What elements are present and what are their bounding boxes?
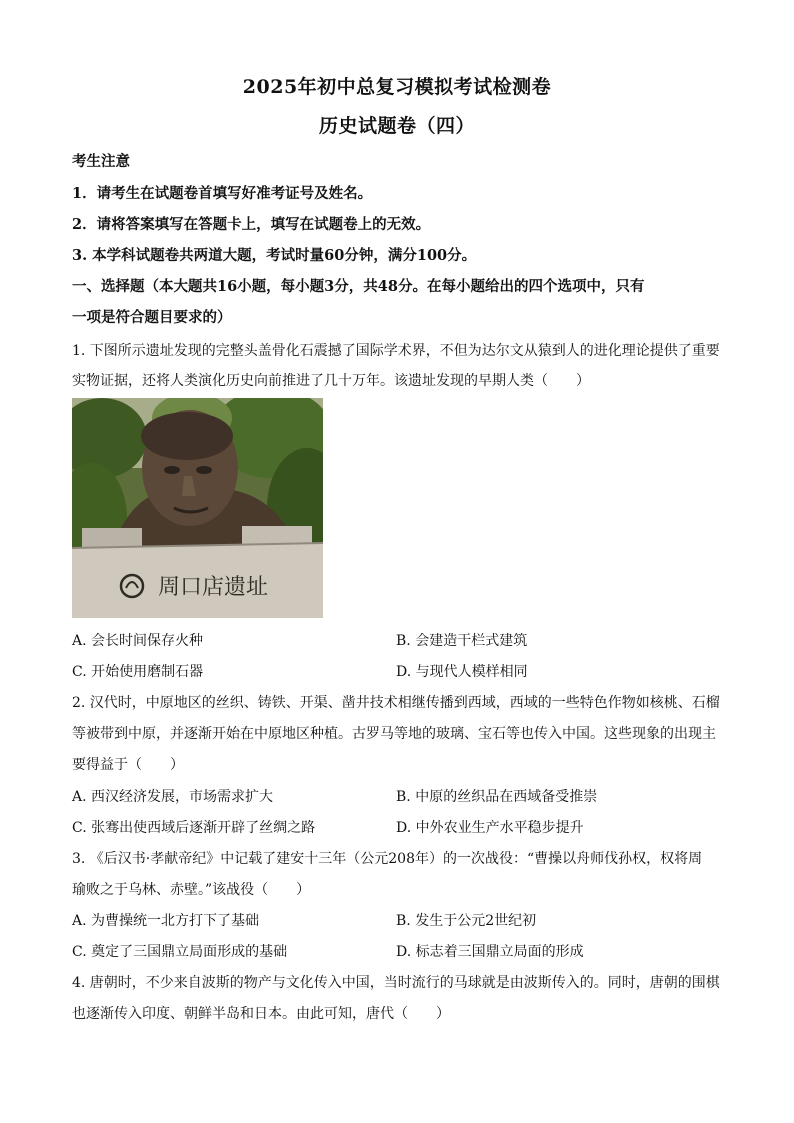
q1-stem-line-2: 实物证据，还将人类演化历史向前推进了几十万年。该遗址发现的早期人类（ ）	[72, 373, 590, 389]
q3-option-a[interactable]: A. 为曹操统一北方打下了基础	[72, 913, 260, 929]
q3-stem-line-1: 3. 《后汉书·孝献帝纪》中记载了建安十三年（公元208年）的一次战役：“曹操以舟师伐孙权，权将周	[72, 851, 703, 867]
q3-option-c[interactable]: C. 奠定了三国鼎立局面形成的基础	[72, 944, 288, 960]
section-heading-line-1: 一、选择题（本大题共16小题，每小题3分，共48分。在每小题给出的四个选项中，只有	[72, 278, 645, 295]
q1-option-a[interactable]: A. 会长时间保存火种	[72, 633, 204, 649]
notice-item-3: 3. 本学科试题卷共两道大题，考试时量60分钟，满分100分。	[72, 247, 477, 264]
q3-stem-line-2: 瑜败之于乌林、赤壁。”该战役（ ）	[72, 882, 311, 898]
q3-option-d[interactable]: D. 标志着三国鼎立局面的形成	[396, 944, 584, 960]
q2-stem-line-2: 等被带到中原，并逐渐开始在中原地区种植。古罗马等地的玻璃、宝石等也传入中国。这些现象的出现主	[72, 726, 716, 742]
q1-option-c[interactable]: C. 开始使用磨制石器	[72, 664, 204, 680]
notice-item-2: 2．请将答案填写在答题卡上，填写在试题卷上的无效。	[72, 216, 431, 233]
q1-option-d[interactable]: D. 与现代人模样相同	[396, 664, 528, 680]
q4-stem-line-2: 也逐渐传入印度、朝鲜半岛和日本。由此可知，唐代（ ）	[72, 1006, 450, 1022]
q2-option-a[interactable]: A. 西汉经济发展，市场需求扩大	[72, 789, 274, 805]
notice-heading: 考生注意	[72, 153, 130, 170]
q2-stem-line-1: 2. 汉代时，中原地区的丝织、铸铁、开渠、凿井技术相继传播到西域，西域的一些特色作物如核桃、石榴	[72, 695, 720, 711]
photo-sign-text: 周口店遗址	[158, 575, 269, 600]
exam-subtitle: 历史试题卷（四）	[318, 115, 475, 137]
q2-option-d[interactable]: D. 中外农业生产水平稳步提升	[396, 820, 584, 836]
q2-stem-line-3: 要得益于（ ）	[72, 757, 184, 773]
q1-option-b[interactable]: B. 会建造干栏式建筑	[396, 633, 528, 649]
q1-stem-line-1: 1. 下图所示遗址发现的完整头盖骨化石震撼了国际学术界，不但为达尔文从猿到人的进化理论提供了重要	[72, 343, 720, 359]
zhoukoudian-photo	[72, 398, 323, 618]
q2-option-b[interactable]: B. 中原的丝织品在西域备受推崇	[396, 789, 598, 805]
notice-item-1: 1．请考生在试题卷首填写好准考证号及姓名。	[72, 185, 373, 202]
q4-stem-line-1: 4. 唐朝时，不少来自波斯的物产与文化传入中国，当时流行的马球就是由波斯传入的。同时，唐朝的围棋	[72, 975, 720, 991]
q2-option-c[interactable]: C. 张骞出使西域后逐渐开辟了丝绸之路	[72, 820, 316, 836]
exam-title: 2025年初中总复习模拟考试检测卷	[242, 76, 552, 98]
section-heading-line-2: 一项是符合题目要求的）	[72, 309, 232, 326]
q3-option-b[interactable]: B. 发生于公元2世纪初	[396, 913, 537, 929]
